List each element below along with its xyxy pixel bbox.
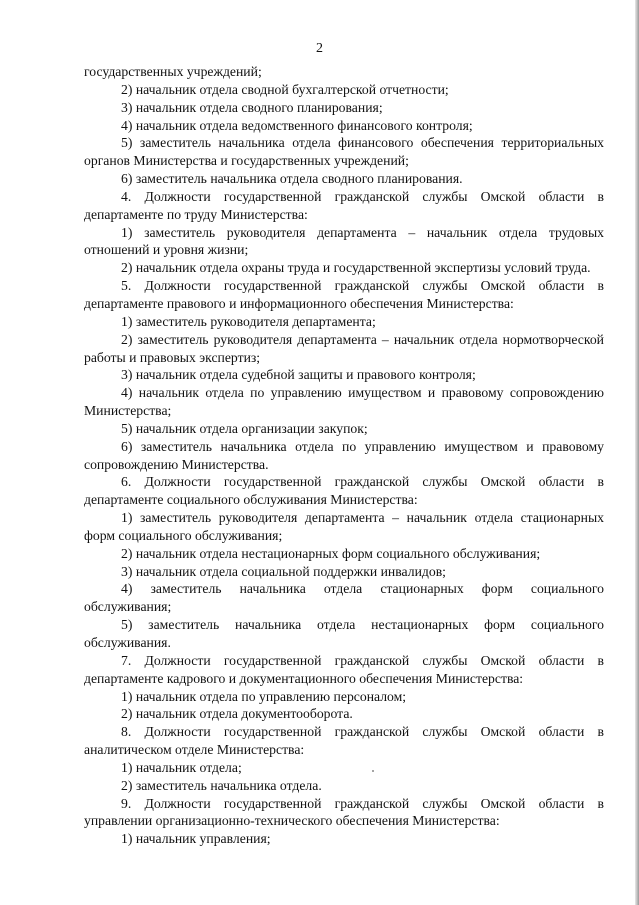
list-item: 3) начальник отдела судебной защиты и правового контроля;	[121, 367, 476, 383]
scan-speck	[372, 770, 374, 772]
list-item: 1) заместитель руководителя департамента – начальник отдела стационарных форм социального обслуживания;	[84, 510, 604, 543]
list-item: 4) заместитель начальника отдела стационарных форм социального обслуживания;	[84, 581, 604, 615]
document-body	[84, 63, 604, 848]
list-item: 5) начальник отдела организации закупок;	[121, 420, 368, 436]
list-item: 2) заместитель руководителя департамента – начальник отдела нормотворческой работы и правовых экспертиз;	[84, 331, 604, 365]
section-paragraph: 7. Должности государственной гражданской службы Омской области в департаменте кадрового и документационного обеспечения Министерства:	[84, 652, 604, 686]
page-number: 2	[316, 41, 323, 56]
list-item: 2) начальник отдела охраны труда и государственной экспертизы условий труда.	[121, 260, 591, 276]
section-paragraph: 8. Должности государственной гражданской службы Омской области в аналитическом отделе Министерства:	[84, 724, 604, 758]
paragraph: государственных учреждений;	[84, 64, 262, 79]
list-item: 3) начальник отдела сводного планирования;	[121, 99, 383, 115]
list-item: 6) заместитель начальника отдела сводного планирования.	[121, 171, 463, 187]
list-item: 5) заместитель начальника отдела нестационарных форм социального обслуживания.	[84, 617, 604, 650]
list-item: 2) заместитель начальника отдела.	[121, 777, 322, 793]
list-item: 2) начальник отдела сводной бухгалтерской отчетности;	[121, 81, 449, 97]
list-item: 2) начальник отдела документооборота.	[121, 706, 353, 722]
list-item: 2) начальник отдела нестационарных форм социального обслуживания;	[121, 545, 541, 561]
list-item: 3) начальник отдела социальной поддержки инвалидов;	[121, 563, 446, 579]
list-item: 4) начальник отдела ведомственного финансового контроля;	[121, 117, 473, 133]
section-paragraph: 6. Должности государственной гражданской службы Омской области в департаменте социального обслуживания Министерства:	[84, 474, 604, 508]
list-item: 1) заместитель руководителя департамента – начальник отдела трудовых отношений и уровня жизни;	[84, 224, 604, 258]
list-item: 1) начальник отдела по управлению персоналом;	[121, 688, 407, 704]
list-item: 5) заместитель начальника отдела финансового обеспечения территориальных органов Министерства и государственных учреждений;	[84, 135, 604, 169]
list-item: 6) заместитель начальника отдела по управлению имуществом и правовому сопровождению Министерства.	[84, 438, 604, 472]
section-paragraph: 9. Должности государственной гражданской службы Омской области в управлении организационно-технического обеспечения Министерства:	[84, 795, 604, 829]
list-item: 1) заместитель руководителя департамента;	[121, 313, 376, 329]
scan-edge-shadow	[635, 0, 639, 905]
section-paragraph: 5. Должности государственной гражданской службы Омской области в департаменте правового и информационного обеспечения Министерства:	[84, 278, 604, 311]
section-paragraph: 4. Должности государственной гражданской службы Омской области в департаменте по труду Министерства:	[84, 188, 604, 222]
list-item: 1) начальник отдела;	[121, 759, 242, 775]
list-item: 1) начальник управления;	[121, 831, 271, 847]
list-item: 4) начальник отдела по управлению имуществом и правовому сопровождению Министерства;	[84, 385, 604, 419]
